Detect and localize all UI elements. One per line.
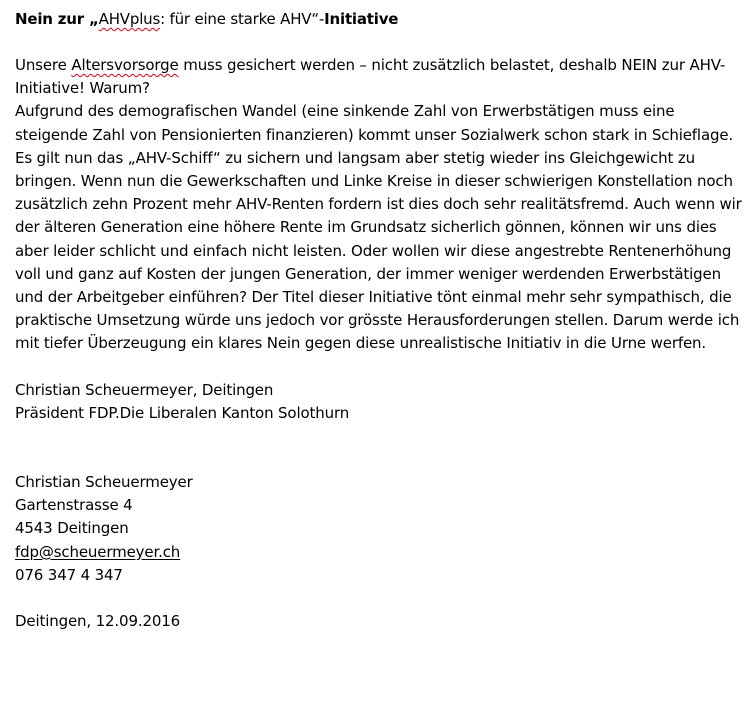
intro-altersvorsorge: Altersvorsorge — [71, 56, 179, 74]
signature-name-line: Christian Scheuermeyer, Deitingen — [15, 380, 274, 399]
intro-text-1: Unsere — [15, 56, 72, 74]
letter-title — [15, 8, 745, 31]
spacer — [15, 425, 745, 471]
title-initiative: Initiative — [324, 10, 399, 28]
intro-text-2: muss gesichert werden – nicht zusätzlich belastet, deshalb NEIN zur AHV-Initiative! Warum? — [15, 56, 726, 98]
address-name: Christian Scheuermeyer — [15, 473, 193, 492]
spacer — [15, 587, 745, 610]
address-street: Gartenstrasse 4 — [15, 496, 133, 515]
email-link[interactable]: fdp@scheuermeyer.ch — [15, 542, 181, 561]
intro-paragraph — [15, 54, 745, 100]
title-middle: : für eine starke AHV“- — [160, 10, 325, 28]
title-prefix: Nein zur „ — [15, 10, 99, 28]
address-phone: 076 347 4 347 — [15, 565, 123, 584]
address-city: 4543 Deitingen — [15, 519, 129, 538]
date-line: Deitingen, 12.09.2016 — [15, 612, 181, 631]
body-paragraph: Aufgrund des demografischen Wandel (eine sinkende Zahl von Erwerbstätigen muss eine steigende Zahl von Pensionierten finanzieren) kommt unser Sozialwerk schon stark in Schieflage. Es gilt nun das „AHV-Schiff“ zu sichern und langsam aber stetig wieder ins Gleichgewicht zu bringen. Wenn nun die Gewerkschaften und Linke Kreise in dieser schwierigen Konstellation noch zusätzlich zehn Prozent mehr AHV-Renten fordern ist dies doch sehr realitätsfremd. Auch wenn wir der älteren Generation eine höhere Rente im Grundsatz sicherlich gönnen, können wir uns dies aber leider schlicht und einfach nicht leisten. Oder wollen wir diese angestrebte Rentenerhöhung voll und ganz auf Kosten der jungen Generation, der immer weniger werdenden Erwerbstätigen und der Arbeitgeber einführen? Der Titel dieser Initiative tönt einmal mehr sehr sympathisch, die praktische Umsetzung würde uns jedoch vor grösste Herausforderungen stellen. Darum werde ich mit tiefer Überzeugung ein klares Nein gegen diese unrealistische Initiativ in die Urne werfen. — [15, 102, 742, 353]
spacer — [15, 356, 745, 379]
letter-page — [15, 8, 745, 633]
signature-role-line: Präsident FDP.Die Liberalen Kanton Solothurn — [15, 403, 350, 422]
title-ahvplus: AHVplus — [98, 10, 161, 28]
spacer — [15, 31, 745, 54]
